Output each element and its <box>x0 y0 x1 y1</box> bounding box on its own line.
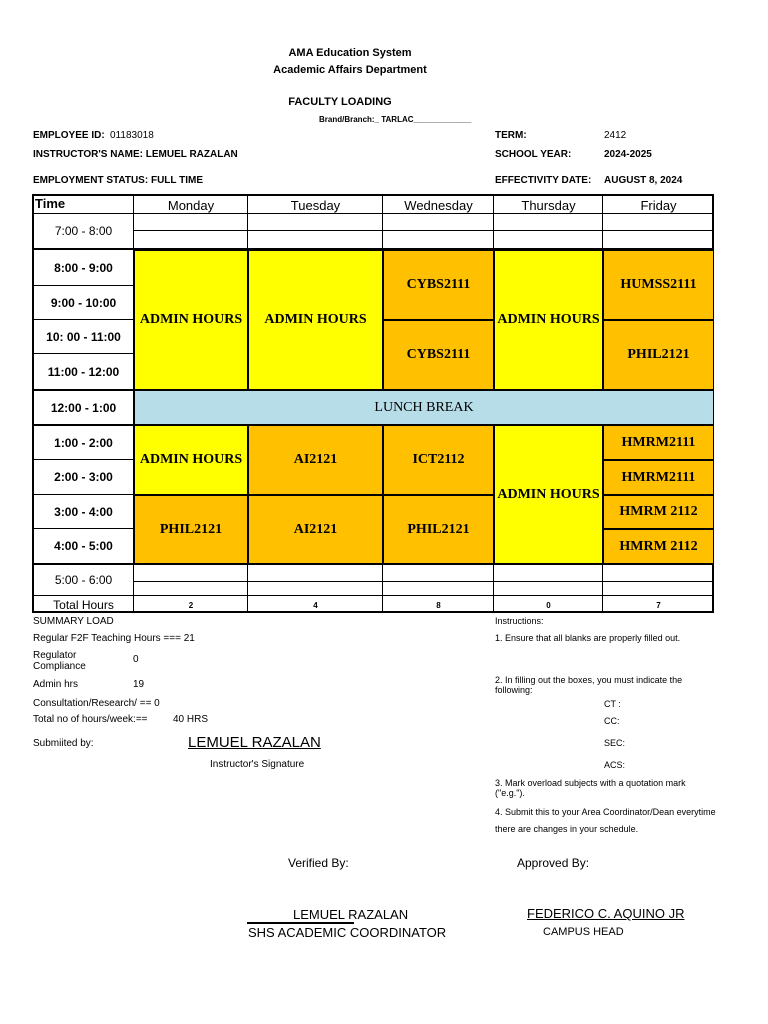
approved-by-label: Approved By: <box>517 856 590 870</box>
instruction-3: 3. Mark overload subjects with a quotation mark ("e.g."). <box>495 778 686 798</box>
class-block: HUMSS2111 <box>603 250 714 320</box>
effectivity-value: AUGUST 8, 2024 <box>604 175 683 186</box>
admin-hours-block: ADMIN HOURS <box>134 425 248 495</box>
instruction-4: 4. Submit this to your Area Coordinator/Dean everytime <box>495 807 716 817</box>
admin-hours-block: ADMIN HOURS <box>494 425 603 564</box>
term-label: TERM: <box>495 130 527 141</box>
code-acs: ACS: <box>604 760 626 770</box>
regulator-compliance-label: Regulator Compliance <box>33 650 86 672</box>
signature-line <box>247 922 354 924</box>
time-slot: 1:00 - 2:00 <box>54 435 113 450</box>
regular-hours: Regular F2F Teaching Hours === 21 <box>33 633 195 644</box>
day-header-wednesday: Wednesday <box>404 197 473 213</box>
time-slot: 9:00 - 10:00 <box>50 295 117 310</box>
time-slot: 2:00 - 3:00 <box>54 470 113 484</box>
verifier-name: LEMUEL RAZALAN <box>293 907 409 922</box>
time-slot: 11:00 - 12:00 <box>47 364 120 379</box>
class-block: HMRM2111 <box>603 425 714 460</box>
verifier-title: SHS ACADEMIC COORDINATOR <box>248 925 447 940</box>
instruction-2: 2. In filling out the boxes, you must indicate the following: <box>495 675 683 695</box>
grid-line <box>34 213 714 214</box>
class-block: PHIL2121 <box>603 320 714 390</box>
class-block: HMRM 2112 <box>603 495 714 529</box>
total-hours-week-label: Total no of hours/week:== <box>33 714 148 725</box>
total-hours-friday: 7 <box>656 601 661 610</box>
instructions-title: Instructions: <box>495 616 544 626</box>
time-header: Time <box>35 196 66 211</box>
consultation-research: Consultation/Research/ == 0 <box>33 698 160 709</box>
admin-hrs-label: Admin hrs <box>33 679 79 690</box>
day-header-thursday: Thursday <box>521 197 576 213</box>
submitted-by-label: Submiited by: <box>33 738 94 749</box>
submitter-name: LEMUEL RAZALAN <box>188 734 321 751</box>
instructor-name: INSTRUCTOR'S NAME: LEMUEL RAZALAN <box>33 149 238 160</box>
code-sec: SEC: <box>604 738 626 748</box>
day-header-friday: Friday <box>640 197 677 213</box>
school-year-label: SCHOOL YEAR: <box>495 149 572 160</box>
total-hours-thursday: 0 <box>546 601 551 610</box>
total-hours-wednesday: 8 <box>436 601 441 610</box>
branch-field: Brand/Branch:_ TARLAC_____________ <box>319 115 472 124</box>
time-slot: 8:00 - 9:00 <box>54 260 113 275</box>
day-header-monday: Monday <box>167 197 215 213</box>
time-slot: 10: 00 - 11:00 <box>46 329 121 344</box>
class-block: CYBS2111 <box>383 250 494 320</box>
day-header-tuesday: Tuesday <box>290 197 341 213</box>
approver-title: CAMPUS HEAD <box>543 926 624 938</box>
class-block: AI2121 <box>248 425 383 495</box>
approver-name: FEDERICO C. AQUINO JR <box>527 906 685 921</box>
class-block: HMRM 2112 <box>603 529 714 564</box>
lunch-break-block: LUNCH BREAK <box>134 390 714 425</box>
total-hours-label: Total Hours <box>53 597 114 612</box>
code-ct: CT : <box>604 699 621 709</box>
admin-hours-block: ADMIN HOURS <box>134 250 248 390</box>
employee-id-label: EMPLOYEE ID: <box>33 130 105 141</box>
class-block: CYBS2111 <box>383 320 494 390</box>
total-hours-monday: 2 <box>188 601 194 610</box>
grid-line <box>133 230 714 231</box>
class-block: AI2121 <box>248 495 383 564</box>
summary-title: SUMMARY LOAD <box>33 616 114 627</box>
employee-id-value: 01183018 <box>110 130 154 141</box>
schedule-grid <box>32 194 714 613</box>
regulator-compliance-value: 0 <box>133 654 139 665</box>
term-value: 2412 <box>604 130 627 141</box>
admin-hours-block: ADMIN HOURS <box>248 250 383 390</box>
signature-caption: Instructor's Signature <box>210 759 305 770</box>
total-hours-week-value: 40 HRS <box>173 714 209 725</box>
time-slot: 4:00 - 5:00 <box>54 539 113 553</box>
grid-line <box>34 595 714 596</box>
class-block: PHIL2121 <box>383 495 494 564</box>
effectivity-label: EFFECTIVITY DATE: <box>495 175 592 186</box>
class-block: PHIL2121 <box>134 495 248 564</box>
time-slot: 3:00 - 4:00 <box>54 504 113 519</box>
admin-hrs-value: 19 <box>133 679 145 690</box>
instruction-1: 1. Ensure that all blanks are properly filled out. <box>495 633 681 643</box>
instruction-4-cont: there are changes in your schedule. <box>495 824 639 834</box>
code-cc: CC: <box>604 716 620 726</box>
school-year-value: 2024-2025 <box>604 149 652 160</box>
org-name: AMA Education System <box>288 47 412 59</box>
class-block: ICT2112 <box>383 425 494 495</box>
department-name: Academic Affairs Department <box>273 64 427 76</box>
total-hours-tuesday: 4 <box>313 601 318 610</box>
class-block: HMRM2111 <box>603 460 714 495</box>
grid-line <box>133 581 714 582</box>
time-slot: 5:00 - 6:00 <box>54 573 113 587</box>
verified-by-label: Verified By: <box>288 856 349 870</box>
employment-status: EMPLOYMENT STATUS: FULL TIME <box>33 175 203 186</box>
admin-hours-block: ADMIN HOURS <box>494 250 603 390</box>
page-title: FACULTY LOADING <box>288 96 392 108</box>
time-slot: 7:00 - 8:00 <box>54 224 113 238</box>
time-slot: 12:00 - 1:00 <box>50 400 117 415</box>
